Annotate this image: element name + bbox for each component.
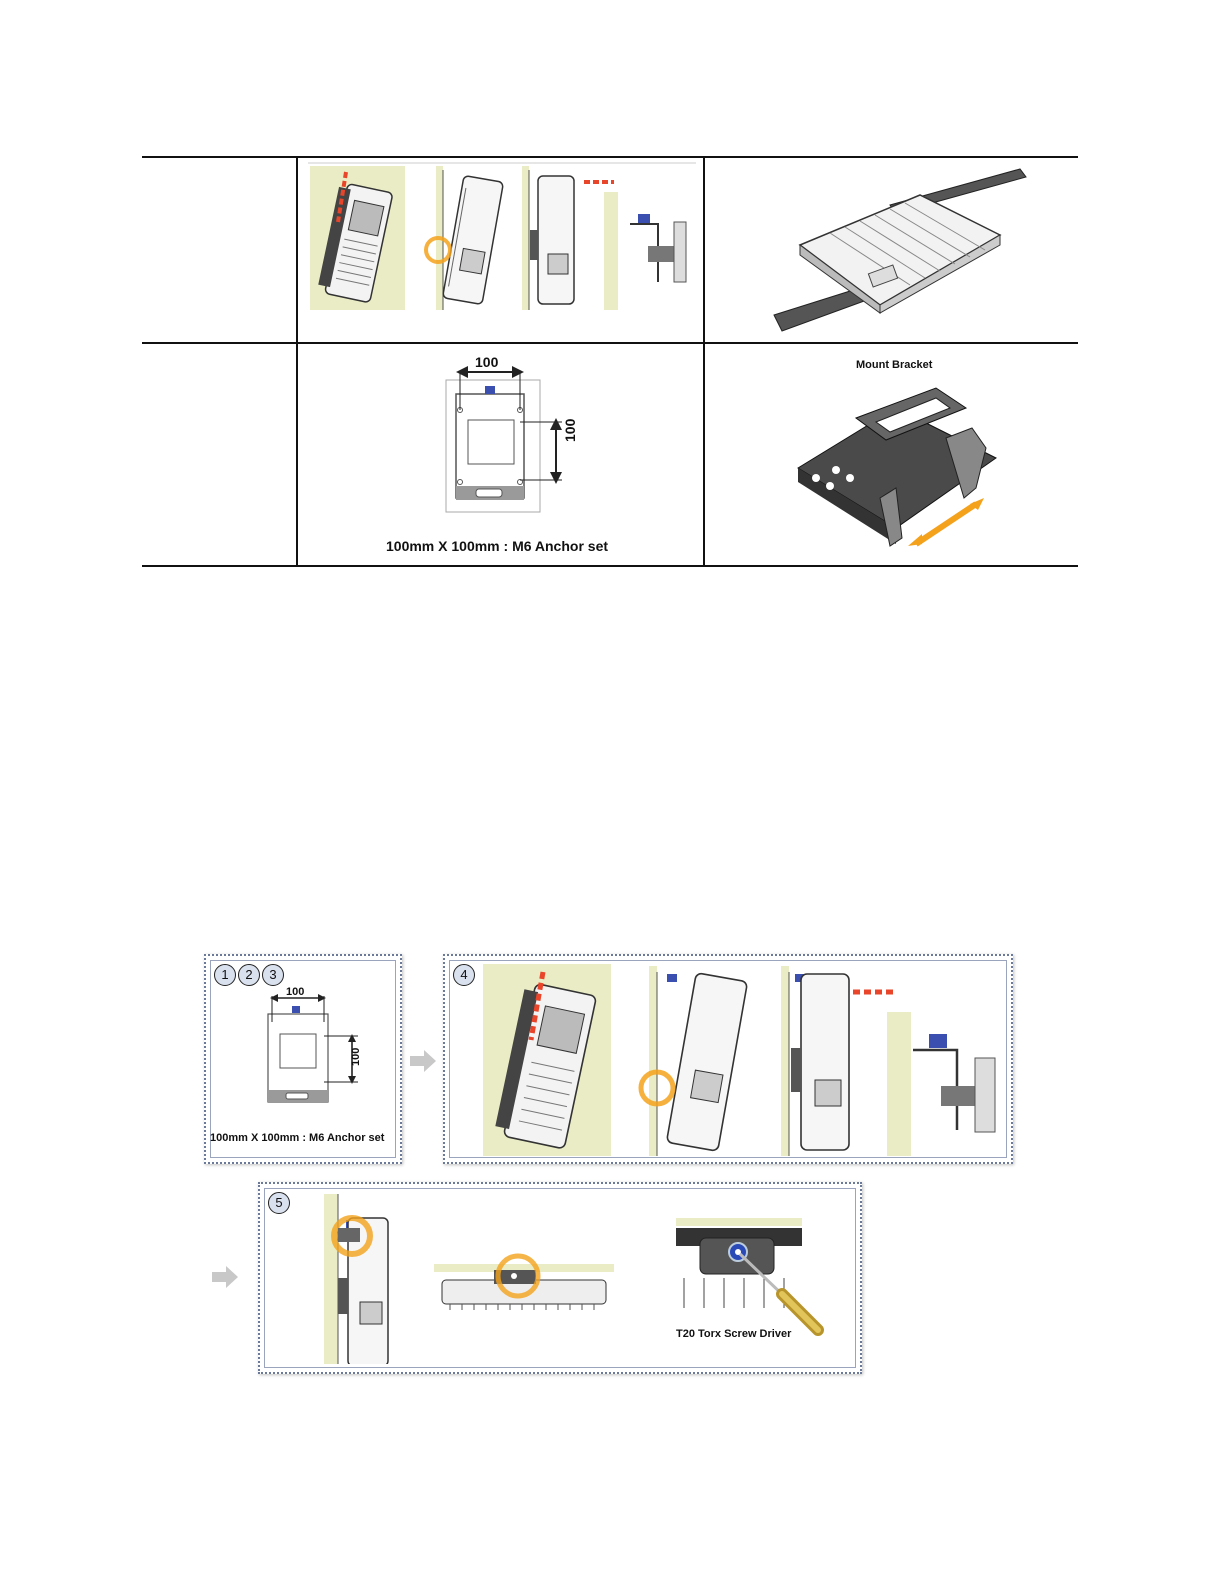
table-mid-rule xyxy=(142,342,1078,344)
anchor-template-figure xyxy=(380,350,630,558)
row2-dimension-vertical: 100 xyxy=(562,418,578,442)
step-panel-4 xyxy=(443,954,1013,1164)
table-col-divider-1 xyxy=(296,157,298,566)
table-top-rule xyxy=(142,156,1078,158)
tool-label: T20 Torx Screw Driver xyxy=(676,1328,792,1340)
unit-top-view-figure xyxy=(434,1240,614,1330)
mount-bracket-label: Mount Bracket xyxy=(856,359,933,371)
step-number-1: 1 xyxy=(214,964,236,986)
mounting-sequence-large-figure xyxy=(481,962,1005,1158)
step-number-5: 5 xyxy=(268,1192,290,1214)
step-panel-5 xyxy=(258,1182,862,1374)
row2-dimension-horizontal: 100 xyxy=(475,354,499,370)
panel1-dimension-vertical: 100 xyxy=(350,1047,362,1066)
step-panel-1-2-3 xyxy=(204,954,402,1164)
mounting-sequence-figure xyxy=(308,162,696,312)
table-bottom-rule xyxy=(142,565,1078,567)
step-number-2: 2 xyxy=(238,964,260,986)
step-number-3: 3 xyxy=(262,964,284,986)
row2-caption: 100mm X 100mm : M6 Anchor set xyxy=(386,538,609,554)
unit-with-bracket-figure xyxy=(770,165,1030,335)
table-col-divider-2 xyxy=(703,157,705,566)
next-step-arrow-1 xyxy=(410,1050,436,1072)
torx-screwdriver-figure xyxy=(674,1218,824,1342)
next-step-arrow-2 xyxy=(212,1266,238,1288)
step-number-4: 4 xyxy=(453,964,475,986)
panel1-dimension-horizontal: 100 xyxy=(286,986,305,998)
mount-bracket-figure xyxy=(796,378,1006,550)
panel1-caption: 100mm X 100mm : M6 Anchor set xyxy=(210,1132,385,1144)
